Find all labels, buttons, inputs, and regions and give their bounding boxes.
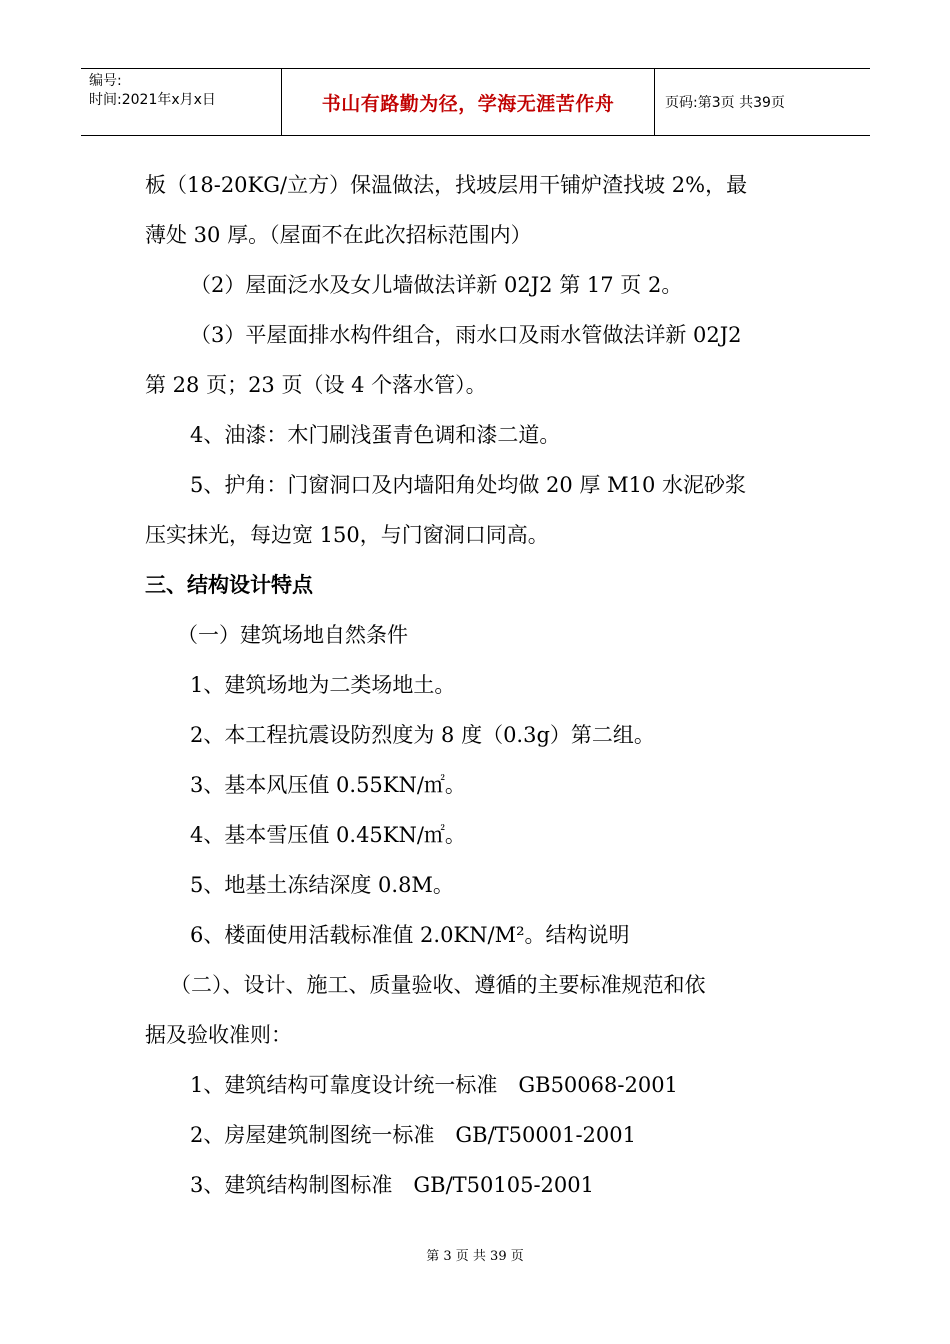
body-line: 据及验收准则：: [145, 1023, 292, 1047]
body-line: 4、油漆：木门刷浅蛋青色调和漆二道。: [190, 423, 561, 447]
body-line: 6、楼面使用活载标准值 2.0KN/M²。结构说明: [190, 923, 630, 947]
body-line: 压实抹光，每边宽 150，与门窗洞口同高。: [145, 523, 549, 547]
body-line: 薄处 30 厚。（屋面不在此次招标范围内）: [145, 223, 532, 247]
body-line: 4、基本雪压值 0.45KN/㎡。: [190, 823, 466, 847]
body-line: 2、本工程抗震设防烈度为 8 度（0.3g）第二组。: [190, 723, 655, 747]
header-motto: 书山有路勤为径，学海无涯苦作舟: [282, 69, 655, 135]
standard-item: 1、建筑结构可靠度设计统一标准 GB50068-2001: [190, 1073, 678, 1097]
subsection-heading: （二）、设计、施工、质量验收、遵循的主要标准规范和依: [170, 973, 706, 997]
body-line: 板（18-20KG/立方）保温做法，找坡层用干铺炉渣找坡 2%，最: [145, 173, 748, 197]
body-line: （3）平屋面排水构件组合，雨水口及雨水管做法详新 02J2: [190, 323, 742, 347]
page-header: [81, 68, 870, 136]
standard-item: 2、房屋建筑制图统一标准 GB/T50001-2001: [190, 1123, 636, 1147]
header-meta-cell: [81, 69, 282, 135]
doc-date-label: 时间:2021年x月x日: [89, 92, 216, 108]
document-body: [145, 160, 810, 1210]
section-heading: 三、结构设计特点: [145, 573, 313, 597]
body-line: 3、基本风压值 0.55KN/㎡。: [190, 773, 466, 797]
body-line: 1、建筑场地为二类场地土。: [190, 673, 456, 697]
body-line: 5、地基土冻结深度 0.8M。: [190, 873, 454, 897]
body-line: （2）屋面泛水及女儿墙做法详新 02J2 第 17 页 2。: [190, 273, 683, 297]
body-line: 第 28 页；23 页（设 4 个落水管）。: [145, 373, 487, 397]
subsection-heading: （一）建筑场地自然条件: [177, 623, 408, 647]
header-page-info: 页码:第3页 共39页: [665, 95, 785, 111]
doc-number-label: 编号:: [89, 73, 122, 89]
body-line: 5、护角：门窗洞口及内墙阳角处均做 20 厚 M10 水泥砂浆: [190, 473, 747, 497]
standard-item: 3、建筑结构制图标准 GB/T50105-2001: [190, 1173, 594, 1197]
page-footer: 第 3 页 共 39 页: [426, 1249, 524, 1264]
